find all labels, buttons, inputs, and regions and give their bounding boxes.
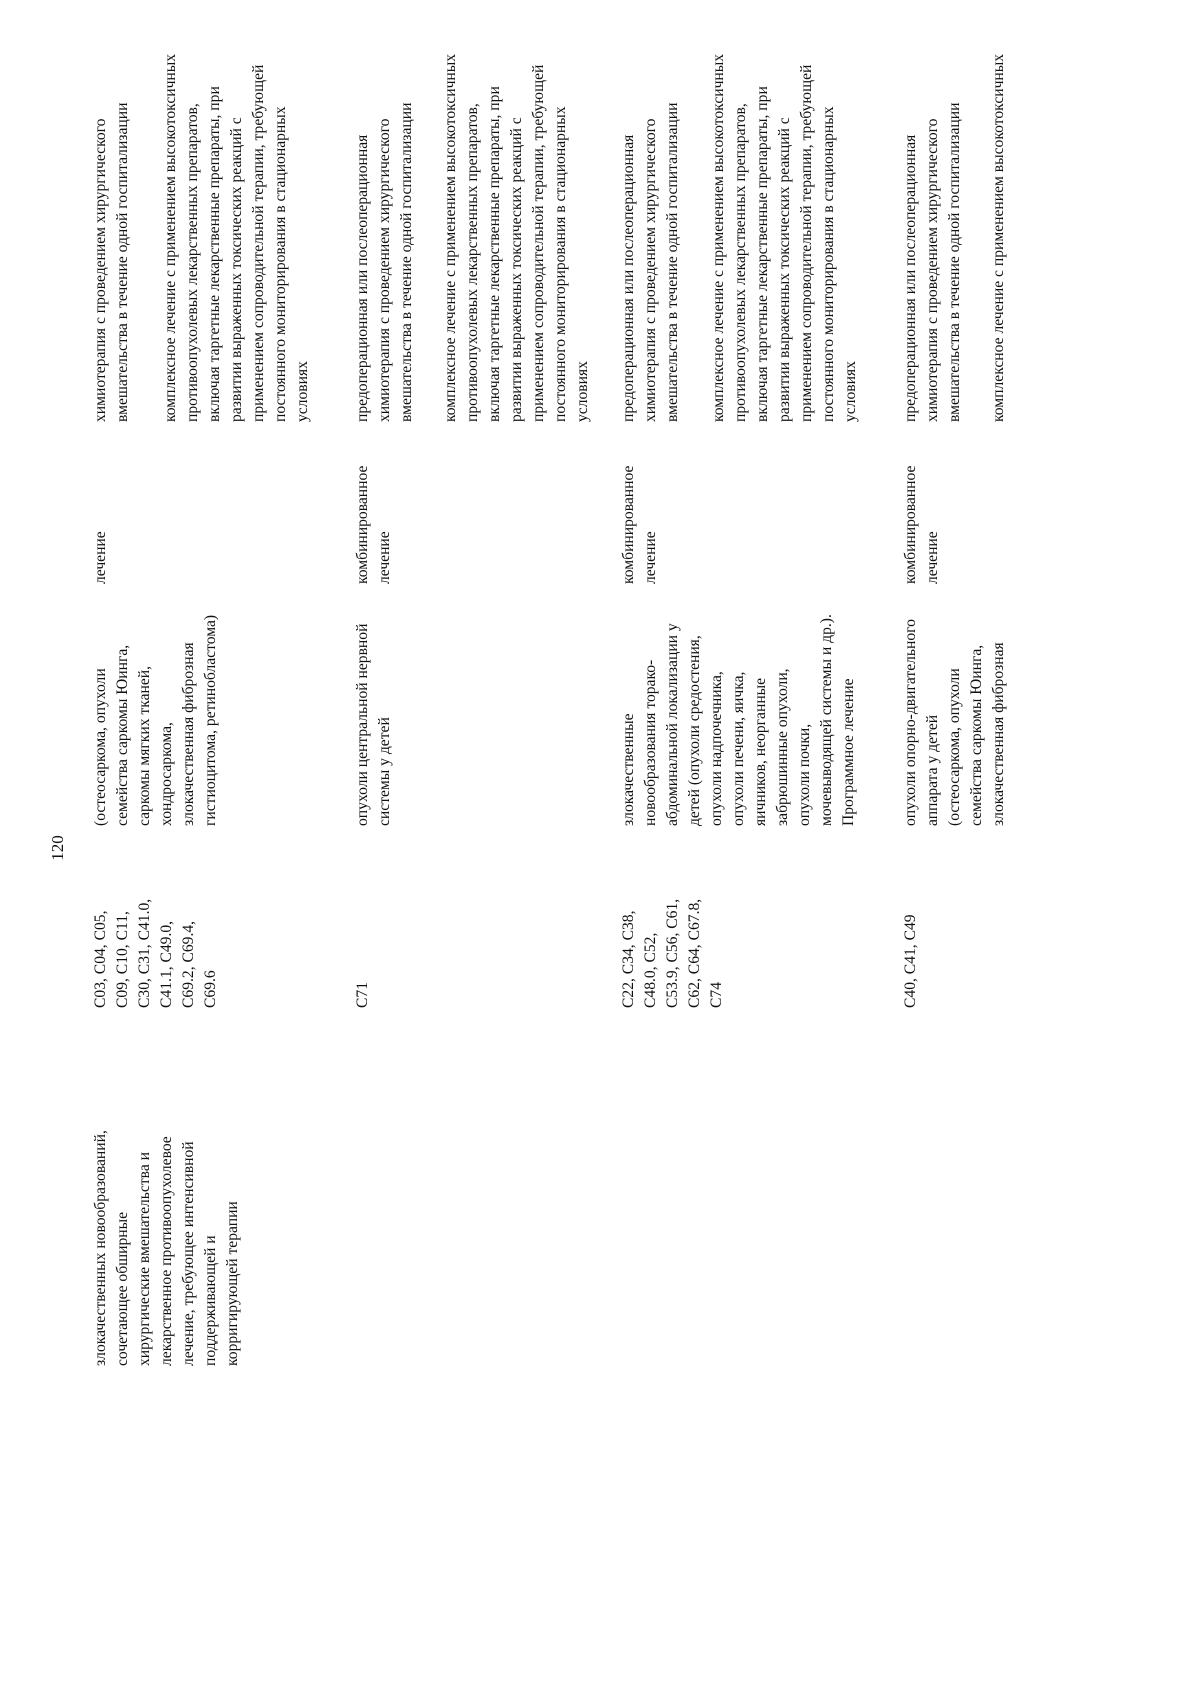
patient-model-cell: опухоли центральной нервной системы у детей	[354, 623, 393, 826]
treatment-method-cell: комплексное лечение с применением высокотоксичных	[990, 53, 1007, 422]
treatment-type-cell: комбинированное лечение	[902, 465, 941, 584]
page-number: 120	[48, 835, 67, 861]
treatment-method-cell: комплексное лечение с применением высокотоксичных противоопухолевых лекарственных препаратов, включая таргетные лекарственные препараты, при развитии выраженных токсических реакций с применением сопроводительной терапии, требующей постоянного мониторирования в стационарных условиях	[162, 53, 311, 422]
treatment-method-cell: комплексное лечение с применением высокотоксичных противоопухолевых лекарственных препаратов, включая таргетные лекарственные препараты, при развитии выраженных токсических реакций с применением сопроводительной терапии, требующей постоянного мониторирования в стационарных условиях	[442, 53, 591, 422]
patient-model-cell: (остеосаркома, опухоли семейства саркомы Юинга, саркомы мягких тканей, хондросаркома, злокачественная фиброзная гистиоцитома, ретинобластома)	[92, 614, 219, 826]
treatment-method-cell: химиотерапия с проведением хирургического вмешательства в течение одной госпитализации	[92, 102, 131, 422]
treatment-method-cell: предоперационная или послеоперационная химиотерапия с проведением хирургического вмешательства в течение одной госпитализации	[620, 102, 681, 422]
care-type-cell: злокачественных новообразований, сочетающее обширные хирургические вмешательства и лекарственное противоопухолевое лечение, требующее интенсивной поддерживающей и корригирующей терапии	[92, 1130, 241, 1366]
treatment-method-cell: комплексное лечение с применением высокотоксичных противоопухолевых лекарственных препаратов, включая таргетные лекарственные препараты, при развитии выраженных токсических реакций с применением сопроводительной терапии, требующей постоянного мониторирования в стационарных условиях	[710, 53, 859, 422]
icd-codes-cell: C71	[354, 982, 371, 1008]
treatment-type-cell: лечение	[92, 531, 109, 584]
treatment-type-cell: комбинированное лечение	[620, 465, 659, 584]
patient-model-cell: злокачественные новообразования торако- абдоминальной локализации у детей (опухоли средостения, опухоли надпочечника, опухоли печени, яичка, яичников, неорганные забрюшинные опухоли, опухоли почки, мочевыводящей системы и др.). Программное лечение	[620, 614, 857, 826]
patient-model-cell: опухоли опорно-двигательного аппарата у детей (остеосаркома, опухоли семейства саркомы Юинга, злокачественная фиброзная	[902, 619, 1007, 826]
treatment-method-cell: предоперационная или послеоперационная химиотерапия с проведением хирургического вмешательства в течение одной госпитализации	[902, 102, 963, 422]
treatment-type-cell: комбинированное лечение	[354, 465, 393, 584]
treatment-method-cell: предоперационная или послеоперационная химиотерапия с проведением хирургического вмешательства в течение одной госпитализации	[354, 102, 415, 422]
icd-codes-cell: C22, C34, C38, C48.0, C52, C53.9, C56, C61, C62, C64, C67.8, C74	[620, 898, 725, 1008]
icd-codes-cell: C03, C04, C05, C09, C10, C11, C30, C31, C41.0, C41.1, C49.0, C69.2, C69.4, C69.6	[92, 898, 219, 1008]
icd-codes-cell: C40, C41, C49	[902, 914, 919, 1008]
